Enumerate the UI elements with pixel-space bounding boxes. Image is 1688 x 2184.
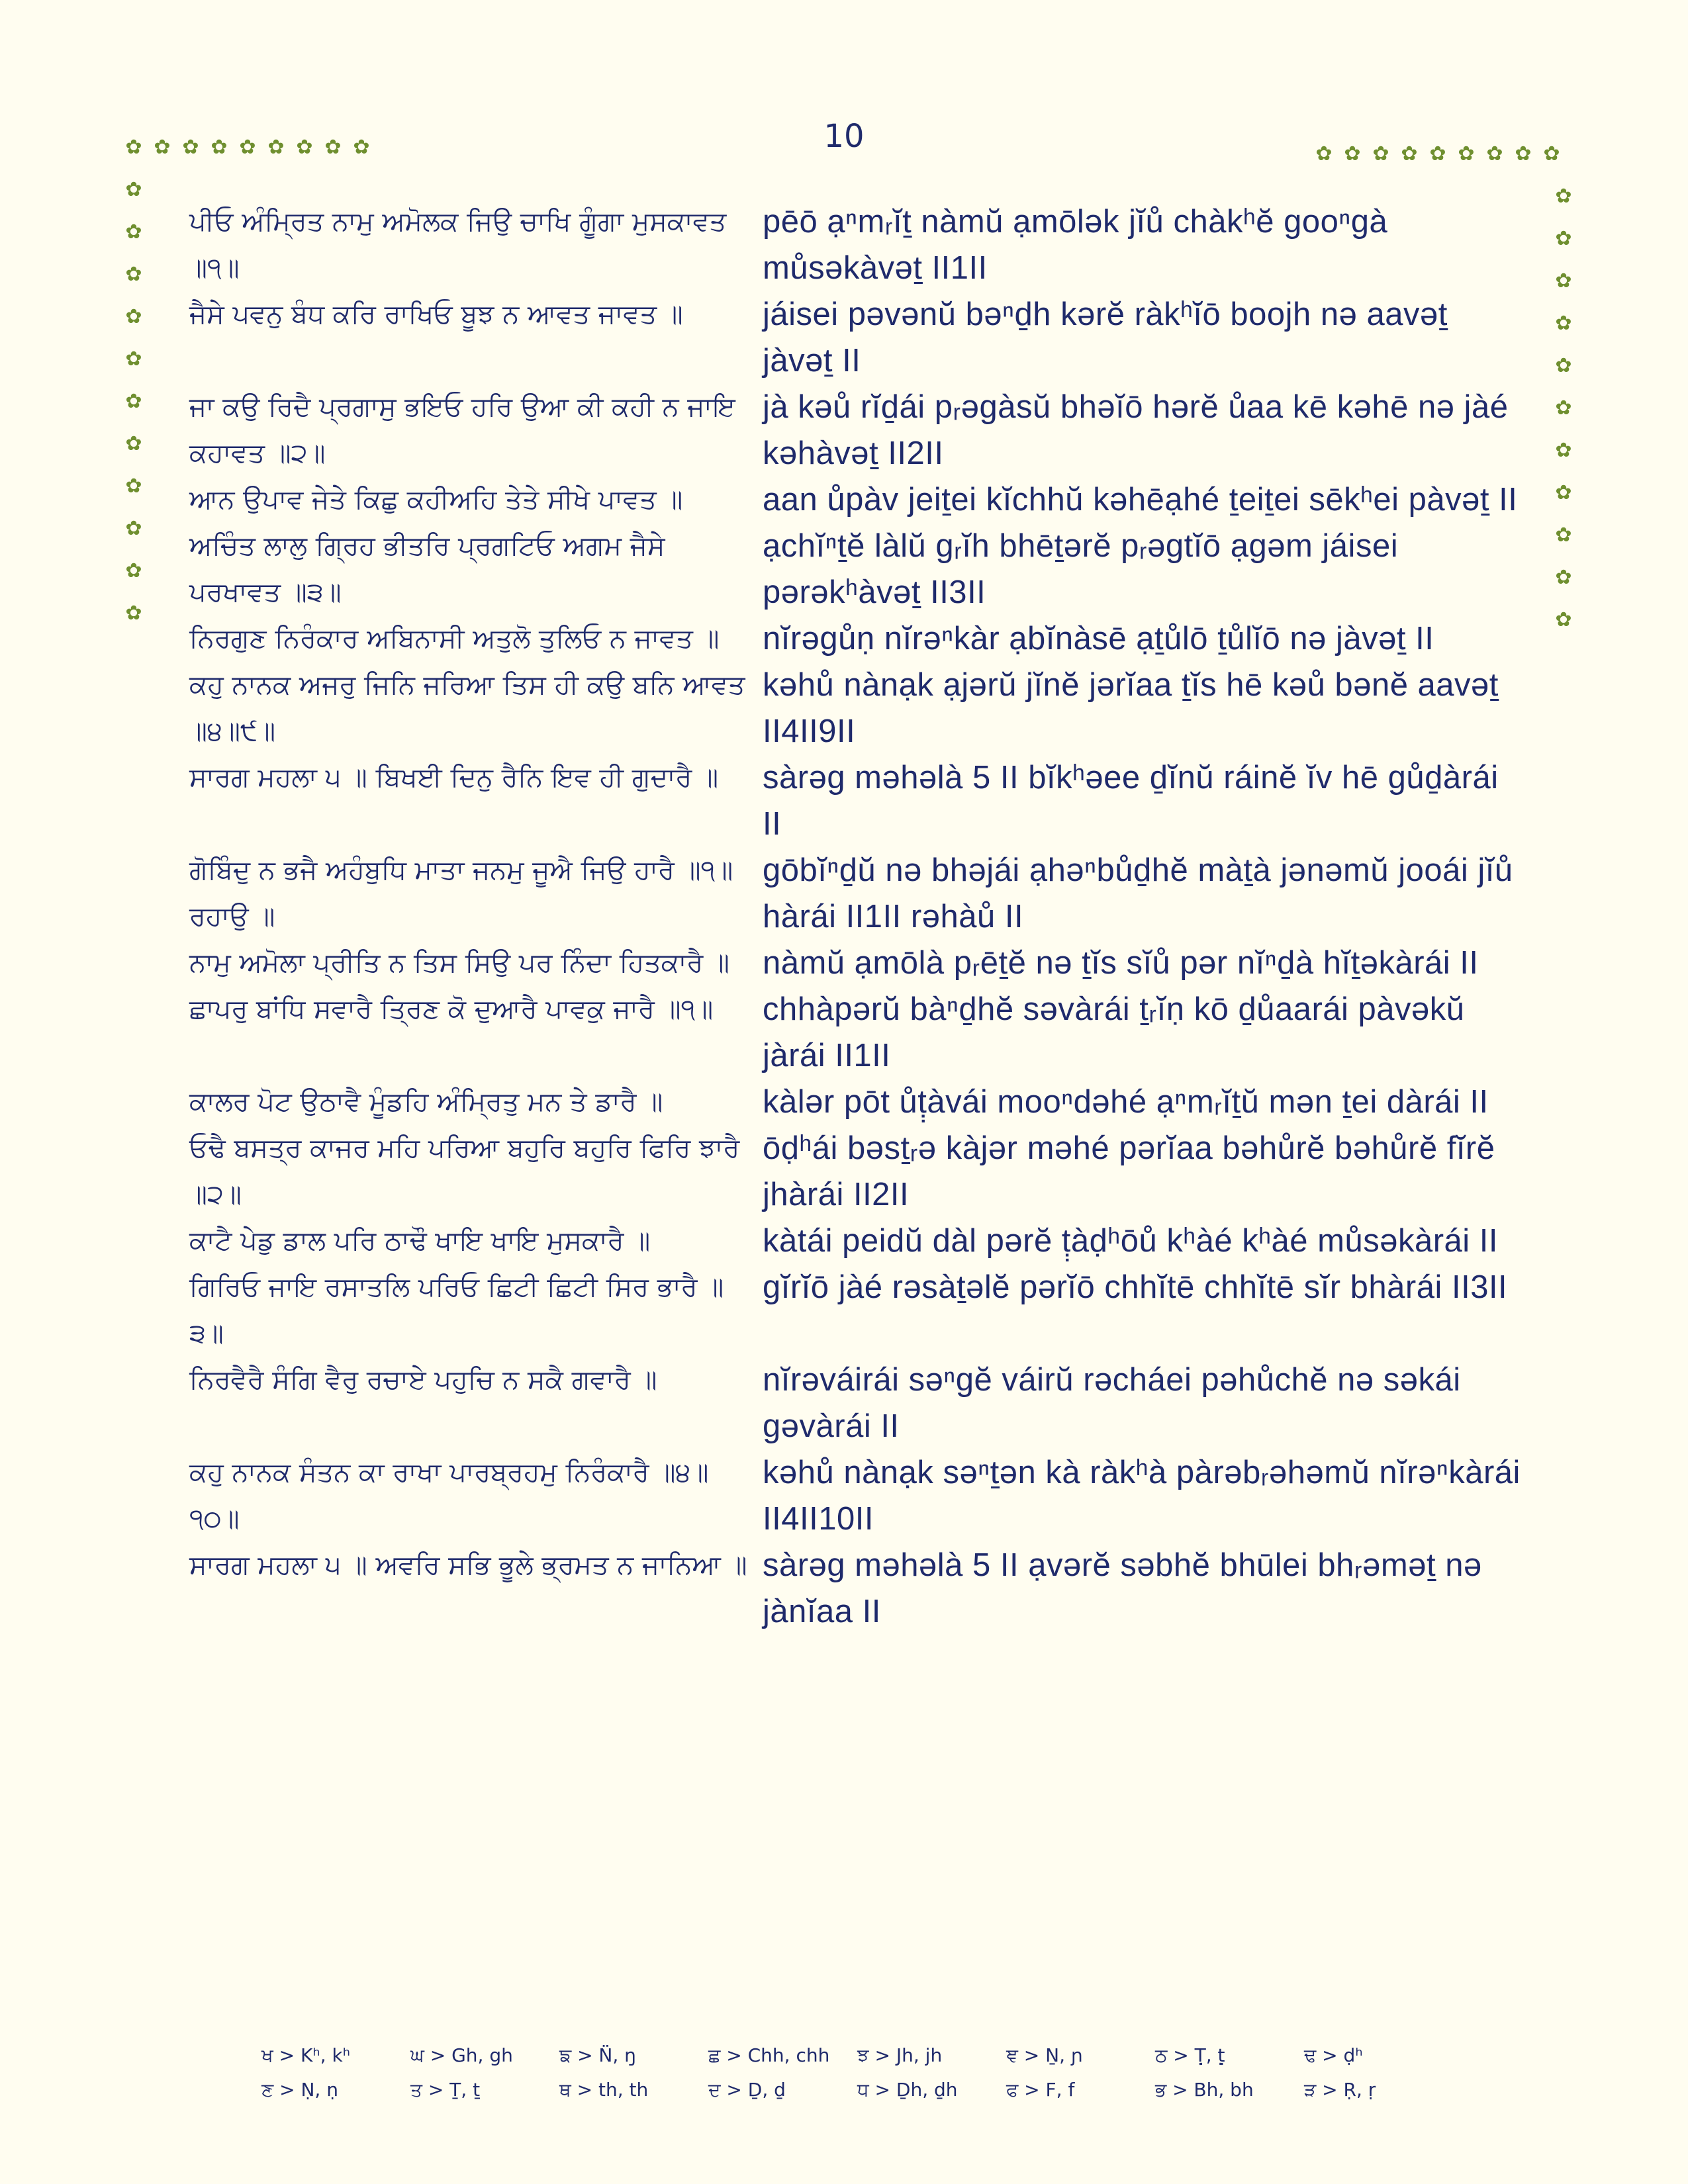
flower-icon: ✿ <box>125 432 142 455</box>
verse-row <box>189 662 1526 754</box>
flower-icon: ✿ <box>125 517 142 540</box>
transliteration-line: chhàpərŭ bàⁿḏhĕ səvàrái ṯᵣĭṇ kō ḏůaarái pàvəkŭ jàrái II1II <box>763 991 1465 1073</box>
verse-row <box>189 1449 1526 1542</box>
flower-icon: ✿ <box>125 136 142 159</box>
verse-table <box>189 199 1526 1635</box>
gurmukhi-line: ਆਨ ਉਪਾਵ ਜੇਤੇ ਕਿਛੁ ਕਹੀਅਹਿ ਤੇਤੇ ਸੀਖੇ ਪਾਵਤ ॥ <box>189 484 683 515</box>
flower-icon: ✿ <box>267 136 285 159</box>
flower-icon: ✿ <box>1555 481 1572 504</box>
verse-row <box>189 1125 1526 1218</box>
transliteration-line: gĭrĭō jàé rəsàṯəlĕ pərĭō chhĭtē chhĭtē sĭr bhàrái II3II <box>763 1269 1508 1305</box>
verse-row <box>189 291 1526 384</box>
transliteration-line: jà kəů rĭḏái pᵣəgàsŭ bhəĭō hərĕ ůaa kē kəhē nə jàé kəhàvəṯ II2II <box>763 389 1509 471</box>
flower-icon: ✿ <box>125 305 142 328</box>
gurmukhi-line: ਕਹੁ ਨਾਨਕ ਸੰਤਨ ਕਾ ਰਾਖਾ ਪਾਰਬ੍ਰਹਮੁ ਨਿਰੰਕਾਰੈ ॥੪॥੧੦॥ <box>189 1457 709 1534</box>
transliteration-line: ōḍʰái bəsṯᵣə kàjər məhé pərĭaa bəhůrĕ bəhůrĕ fĭrĕ jhàrái II2II <box>763 1130 1495 1212</box>
flower-icon: ✿ <box>125 263 142 286</box>
legend-row <box>261 2073 1453 2107</box>
legend-row <box>261 2038 1453 2073</box>
verse-row <box>189 1218 1526 1264</box>
transliteration-line: sàrəg məhəlà 5 II bĭkʰəee ḏĭnŭ ráinĕ ĭv hē gůḏàrái II <box>763 760 1499 842</box>
gurmukhi-line: ਜਾ ਕਉ ਰਿਦੈ ਪ੍ਰਗਾਸੁ ਭਇਓ ਹਰਿ ਉਆ ਕੀ ਕਹੀ ਨ ਜਾਇ ਕਹਾਵਤ ॥੨॥ <box>189 392 735 469</box>
transliteration-line: kəhů nànạk səⁿṯən kà ràkʰà pàrəbᵣəhəmŭ nĭrəⁿkàrái II4II10II <box>763 1455 1521 1537</box>
flower-icon: ✿ <box>1555 354 1572 377</box>
legend-item: ਖ > Kʰ, kʰ <box>261 2044 351 2066</box>
gurmukhi-line: ਗੋਬਿੰਦੁ ਨ ਭਜੈ ਅਹੰਬੁਧਿ ਮਾਤਾ ਜਨਮੁ ਜੂਐ ਜਿਉ ਹਾਰੈ ॥੧॥ ਰਹਾਉ ॥ <box>189 855 733 932</box>
flower-icon: ✿ <box>182 136 199 159</box>
flower-icon: ✿ <box>239 136 256 159</box>
flower-icon: ✿ <box>1372 142 1389 165</box>
flower-icon: ✿ <box>1486 142 1503 165</box>
flower-icon: ✿ <box>154 136 171 159</box>
legend-item: ੜ > Ṛ, ṛ <box>1304 2079 1376 2101</box>
legend-item: ਙ > N̈, ŋ <box>559 2044 636 2066</box>
verse-row <box>189 940 1526 986</box>
flower-icon: ✿ <box>324 136 342 159</box>
verse-row <box>189 1357 1526 1449</box>
flower-icon: ✿ <box>1555 227 1572 250</box>
flower-icon: ✿ <box>1555 312 1572 335</box>
gurmukhi-line: ਨਾਮੁ ਅਮੋਲਾ ਪ੍ਰੀਤਿ ਨ ਤਿਸ ਸਿਉ ਪਰ ਨਿੰਦਾ ਹਿਤਕਾਰੈ ॥ <box>189 948 729 978</box>
flower-icon: ✿ <box>353 136 370 159</box>
gurmukhi-line: ਨਿਰਗੁਣ ਨਿਰੰਕਾਰ ਅਬਿਨਾਸੀ ਅਤੁਲੋ ਤੁਲਿਓ ਨ ਜਾਵਤ ॥ <box>189 623 720 654</box>
verse-row <box>189 986 1526 1079</box>
flower-icon: ✿ <box>1555 269 1572 293</box>
legend-item: ਭ > Bh, bh <box>1155 2079 1254 2101</box>
legend-item: ਦ > Ḏ, ḏ <box>708 2079 786 2101</box>
flower-icon: ✿ <box>125 220 142 244</box>
gurmukhi-line: ਪੀਓ ਅੰਮ੍ਰਿਤ ਨਾਮੁ ਅਮੋਲਕ ਜਿਉ ਚਾਖਿ ਗੂੰਗਾ ਮੁਸਕਾਵਤ ॥੧॥ <box>189 206 727 283</box>
verse-row <box>189 477 1526 523</box>
verse-row <box>189 1079 1526 1125</box>
transliteration-line: jáisei pəvənŭ bəⁿḏh kərĕ ràkʰĭō boojh nə aavəṯ jàvəṯ II <box>763 296 1448 379</box>
flower-icon: ✿ <box>125 602 142 625</box>
verse-row <box>189 754 1526 847</box>
flower-icon: ✿ <box>1543 142 1560 165</box>
flower-icon: ✿ <box>296 136 313 159</box>
verse-row <box>189 384 1526 477</box>
transliteration-line: nĭrəváirái səⁿgĕ váirŭ rəcháei pəhůchĕ nə səkái gəvàrái II <box>763 1362 1461 1444</box>
transliteration-line: kàlər pōt ůṭ̣àvái mooⁿdəhé ạⁿmᵣĭṯŭ mən ṯei dàrái II <box>763 1084 1489 1120</box>
legend-item: ਢ > ḍʰ <box>1304 2044 1363 2066</box>
transliteration-line: kàtái peidŭ dàl pərĕ ṭ̣àḍʰōů kʰàé kʰàé můsəkàrái II <box>763 1223 1498 1259</box>
flower-icon: ✿ <box>125 475 142 498</box>
legend-item: ਥ > th, th <box>559 2079 649 2101</box>
verse-row <box>189 523 1526 615</box>
gurmukhi-line: ਛਾਪਰੁ ਬਾਂਧਿ ਸਵਾਰੈ ਤ੍ਰਿਣ ਕੋ ਦੁਆਰੈ ਪਾਵਕੁ ਜਾਰੈ ॥੧॥ <box>189 994 714 1024</box>
legend-item: ਣ > Ṇ, ṇ <box>261 2079 338 2101</box>
gurmukhi-line: ਅਚਿੰਤ ਲਾਲੁ ਗ੍ਰਿਹ ਭੀਤਰਿ ਪ੍ਰਗਟਿਓ ਅਗਮ ਜੈਸੇ ਪਰਖਾਵਤ ॥੩॥ <box>189 531 665 608</box>
flower-icon: ✿ <box>1555 608 1572 631</box>
transliteration-line: pēō ạⁿmᵣĭṯ nàmŭ ạmōlək jĭů chàkʰĕ gooⁿgà můsəkàvəṯ II1II <box>763 204 1388 286</box>
verse-row <box>189 615 1526 662</box>
legend-item: ਠ > Ṭ̣, ṭ̣ <box>1155 2044 1225 2066</box>
flower-icon: ✿ <box>211 136 228 159</box>
gurmukhi-line: ਸਾਰਗ ਮਹਲਾ ੫ ॥ ਬਿਖਈ ਦਿਨੁ ਰੈਨਿ ਇਵ ਹੀ ਗੁਦਾਰੈ ॥ <box>189 762 719 793</box>
flower-icon: ✿ <box>125 178 142 201</box>
flower-icon: ✿ <box>1515 142 1532 165</box>
flower-icon: ✿ <box>1344 142 1361 165</box>
transliteration-line: nĭrəgůṇ nĭrəⁿkàr ạbĭnàsē ạṯůlō ṯůlĭō nə jàvəṯ II <box>763 621 1434 657</box>
flower-icon: ✿ <box>1429 142 1446 165</box>
flower-icon: ✿ <box>1555 185 1572 208</box>
flower-icon: ✿ <box>1315 142 1333 165</box>
transliteration-line: gōbĭⁿḏŭ nə bhəjái ạhəⁿbůḏhĕ màṯà jənəmŭ jooái jĭů hàrái II1II rəhàů II <box>763 852 1513 934</box>
flower-icon: ✿ <box>1555 566 1572 589</box>
legend-item: ਧ > Ḏh, ḏh <box>857 2079 958 2101</box>
transliteration-line: sàrəg məhəlà 5 II ạvərĕ səbhĕ bhūlei bhᵣəməṯ nə jànĭaa II <box>763 1547 1482 1629</box>
transliteration-line: ạchĭⁿṯĕ làlŭ gᵣĭh bhēṯərĕ pᵣəgtĭō ạgəm jáisei pərəkʰàvəṯ II3II <box>763 528 1399 610</box>
gurmukhi-line: ਕਹੁ ਨਾਨਕ ਅਜਰੁ ਜਿਨਿ ਜਰਿਆ ਤਿਸ ਹੀ ਕਉ ਬਨਿ ਆਵਤ ॥੪॥੯॥ <box>189 670 745 747</box>
transliteration-line: aan ůpàv jeiṯei kĭchhŭ kəhēạhé ṯeiṯei sēkʰei pàvəṯ II <box>763 482 1518 518</box>
legend-item: ਘ > Gh, gh <box>410 2044 513 2066</box>
verse-row <box>189 199 1526 291</box>
flower-icon: ✿ <box>1555 396 1572 420</box>
gurmukhi-line: ਗਿਰਿਓ ਜਾਇ ਰਸਾਤਲਿ ਪਰਿਓ ਛਿਟੀ ਛਿਟੀ ਸਿਰ ਭਾਰੈ ॥੩॥ <box>189 1272 724 1349</box>
legend-item: ਫ > F, f <box>1006 2079 1075 2101</box>
transliteration-line: kəhů nànạk ạjərŭ jĭnĕ jərĭaa ṯĭs hē kəů bənĕ aavəṯ II4II9II <box>763 667 1499 749</box>
page-number: 10 <box>823 118 865 155</box>
gurmukhi-line: ਜੈਸੇ ਪਵਨੁ ਬੰਧ ਕਰਿ ਰਾਖਿਓ ਬੂਝ ਨ ਆਵਤ ਜਾਵਤ ॥ <box>189 299 683 330</box>
gurmukhi-line: ਨਿਰਵੈਰੈ ਸੰਗਿ ਵੈਰੁ ਰਚਾਏ ਪਹੁਚਿ ਨ ਸਕੈ ਗਵਾਰੈ ॥ <box>189 1365 657 1395</box>
flower-icon: ✿ <box>125 347 142 371</box>
verse-row <box>189 1542 1526 1635</box>
gurmukhi-line: ਕਾਟੈ ਪੇਡੁ ਡਾਲ ਪਰਿ ਠਾਢੌ ਖਾਇ ਖਾਇ ਮੁਸਕਾਰੈ ॥ <box>189 1226 651 1256</box>
verse-row <box>189 847 1526 940</box>
legend-item: ਤ > Ṯ, ṯ <box>410 2079 481 2101</box>
legend-item: ਝ > Jh, jh <box>857 2044 943 2066</box>
flower-icon: ✿ <box>125 390 142 413</box>
gurmukhi-line: ਓਢੈ ਬਸਤ੍ਰ ਕਾਜਰ ਮਹਿ ਪਰਿਆ ਬਹੁਰਿ ਬਹੁਰਿ ਫਿਰਿ ਝਾਰੈ ॥੨॥ <box>189 1133 740 1210</box>
gurmukhi-line: ਸਾਰਗ ਮਹਲਾ ੫ ॥ ਅਵਰਿ ਸਭਿ ਭੂਲੇ ਭ੍ਰਮਤ ਨ ਜਾਨਿਆ ॥ <box>189 1550 747 1580</box>
legend-item: ਛ > Chh, chh <box>708 2044 830 2066</box>
flower-icon: ✿ <box>125 559 142 582</box>
flower-icon: ✿ <box>1555 439 1572 462</box>
verse-row <box>189 1264 1526 1357</box>
transliteration-legend <box>261 2038 1453 2107</box>
legend-item: ਞ > Ṉ, ɲ <box>1006 2044 1083 2066</box>
gurmukhi-line: ਕਾਲਰ ਪੋਟ ਉਠਾਵੈ ਮੂੰਡਹਿ ਅੰਮ੍ਰਿਤੁ ਮਨ ਤੇ ਡਾਰੈ ॥ <box>189 1087 663 1117</box>
transliteration-line: nàmŭ ạmōlà pᵣēṯĕ nə ṯĭs sĭů pər nĭⁿḏà hĭṯəkàrái II <box>763 945 1479 981</box>
flower-icon: ✿ <box>1401 142 1418 165</box>
flower-icon: ✿ <box>1458 142 1475 165</box>
flower-icon: ✿ <box>1555 523 1572 547</box>
